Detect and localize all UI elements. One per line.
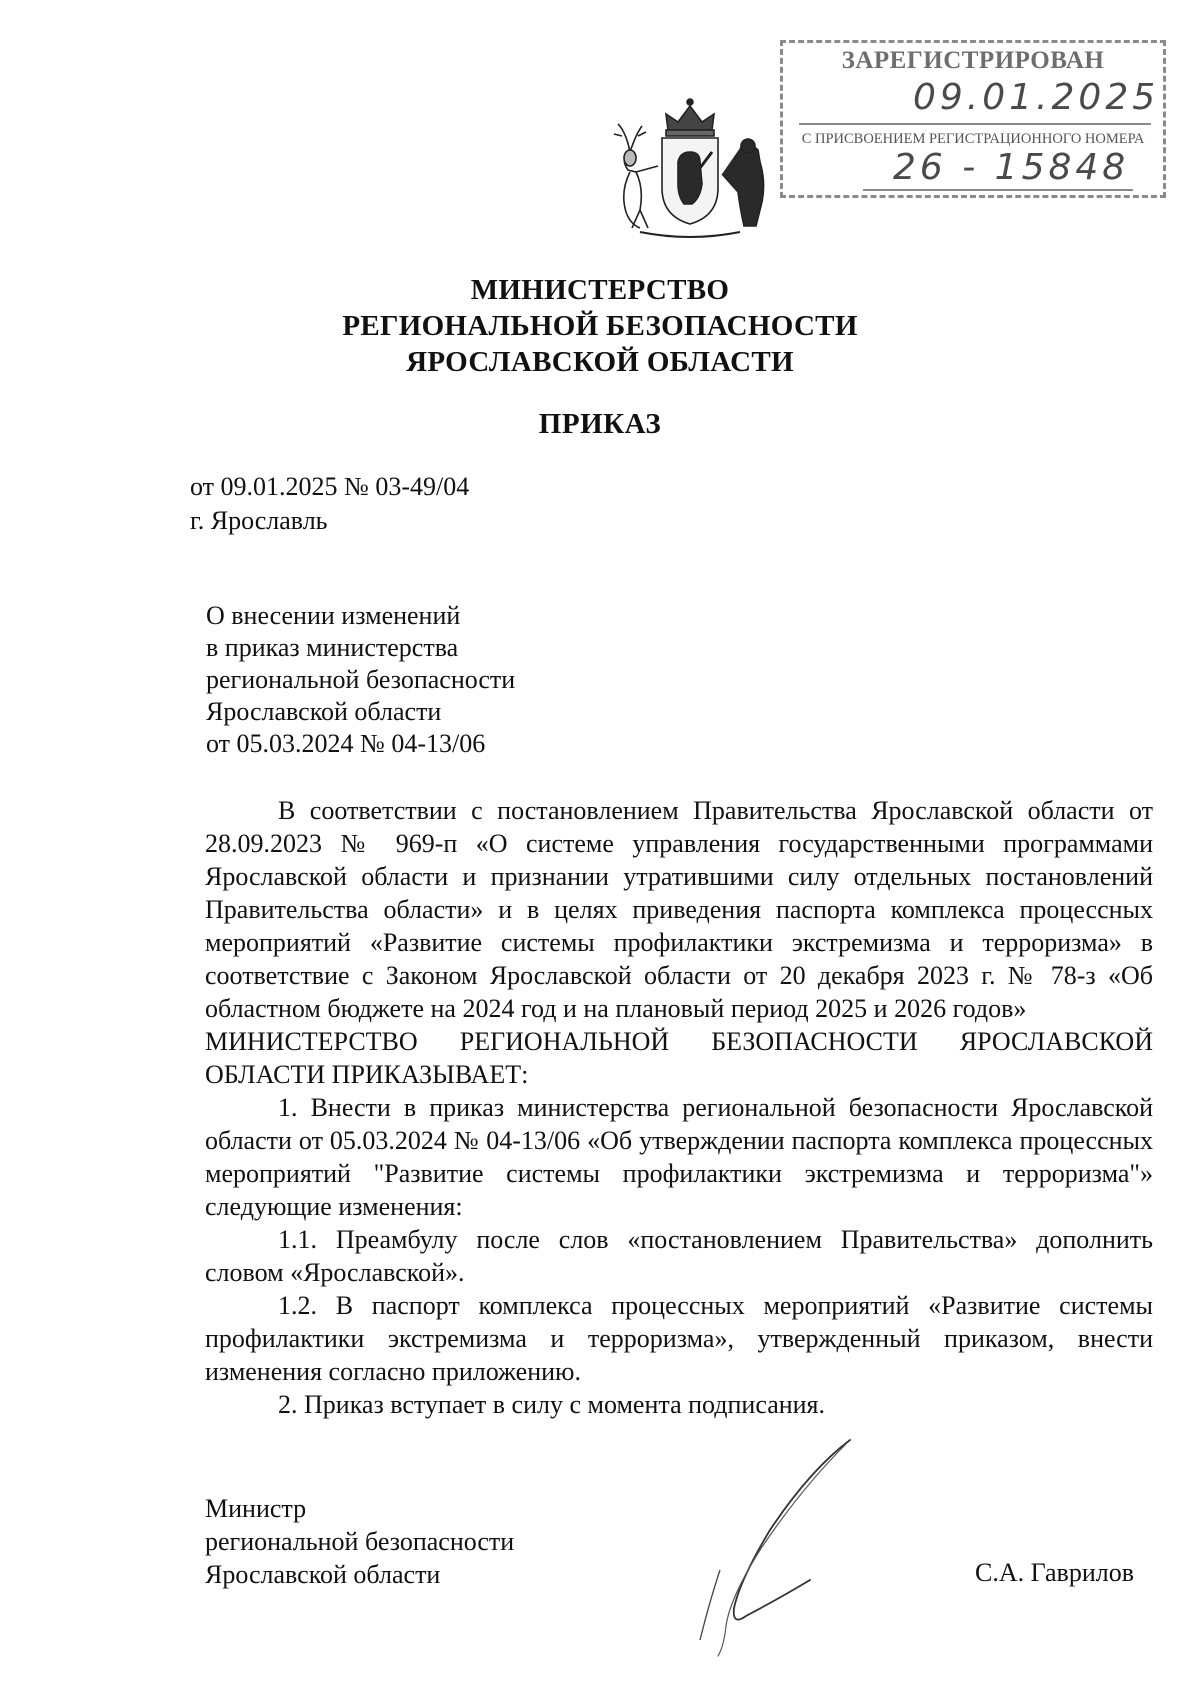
signatory-position-line: региональной безопасности (205, 1527, 515, 1556)
signatory-position (205, 1492, 514, 1591)
item-1-1-paragraph: 1.1. Преамбулу после слов «постановлением Правительства» дополнить словом «Ярославской». (205, 1225, 1153, 1287)
subject-line: Ярославской области (206, 697, 442, 726)
yaroslavl-oblast-coat-of-arms-icon (600, 92, 780, 242)
order-body (205, 794, 1153, 1421)
stamp-date: 09.01.2025 (913, 77, 1160, 118)
subject-line: региональной безопасности (206, 665, 516, 694)
signatory-position-line: Ярославской области (205, 1560, 441, 1589)
stamp-title: ЗАРЕГИСТРИРОВАН (841, 47, 1105, 74)
preamble-paragraph: В соответствии с постановлением Правительства Ярославской области от 28.09.2023 № 969-п «О системе управления государственными программами Ярославской области и признании утратившими силу отдельных постановлений Правительства области» и в целях приведения паспорта комплекса процессных мероприятий «Развитие системы профилактики экстремизма и терроризма» в соответствие с Законом Ярославской области от 20 декабря 2023 г. № 78-з «Об областном бюджете на 2024 год и на плановый период 2025 и 2026 годов» (205, 796, 1153, 1023)
subject-line: в приказ министерства (206, 633, 459, 662)
item-1-paragraph: 1. Внести в приказ министерства региональной безопасности Ярославской области от 05.03.2024 № 04-13/06 «Об утверждении паспорта комплекса процессных мероприятий "Развитие системы профилактики экстремизма и терроризма"» следующие изменения: (205, 1093, 1153, 1221)
ministry-heading (0, 272, 1200, 380)
order-meta (190, 470, 469, 538)
ministry-heading-line: МИНИСТЕРСТВО (470, 274, 730, 306)
ministry-heading-line: РЕГИОНАЛЬНОЙ БЕЗОПАСНОСТИ (342, 310, 858, 342)
subject-line: О внесении изменений (206, 601, 461, 630)
registration-stamp (780, 40, 1166, 198)
handwritten-signature (660, 1430, 860, 1660)
item-2-paragraph: 2. Приказ вступает в силу с момента подписания. (278, 1390, 826, 1419)
order-date-number: от 09.01.2025 № 03-49/04 (190, 472, 470, 501)
item-1-2-paragraph: 1.2. В паспорт комплекса процессных мероприятий «Развитие системы профилактики экстремизма и терроризма», утвержденный приказом, внести изменения согласно приложению. (205, 1291, 1153, 1386)
stamp-divider (799, 123, 1151, 125)
stamp-divider (863, 189, 1133, 191)
ministry-heading-line: ЯРОСЛАВСКОЙ ОБЛАСТИ (406, 346, 794, 378)
signatory-position-line: Министр (205, 1494, 307, 1523)
decree-paragraph: МИНИСТЕРСТВО РЕГИОНАЛЬНОЙ БЕЗОПАСНОСТИ ЯРОСЛАВСКОЙ ОБЛАСТИ ПРИКАЗЫВАЕТ: (205, 1027, 1153, 1089)
order-city: г. Ярославль (190, 506, 328, 535)
subject-line: от 05.03.2024 № 04-13/06 (206, 729, 486, 758)
order-subject (206, 600, 515, 760)
signatory-name: С.А. Гаврилов (975, 1558, 1134, 1587)
stamp-caption: С ПРИСВОЕНИЕМ РЕГИСТРАЦИОННОГО НОМЕРА (801, 131, 1145, 147)
stamp-registration-number: 26 - 15848 (893, 147, 1130, 188)
document-type-title: ПРИКАЗ (538, 408, 662, 440)
